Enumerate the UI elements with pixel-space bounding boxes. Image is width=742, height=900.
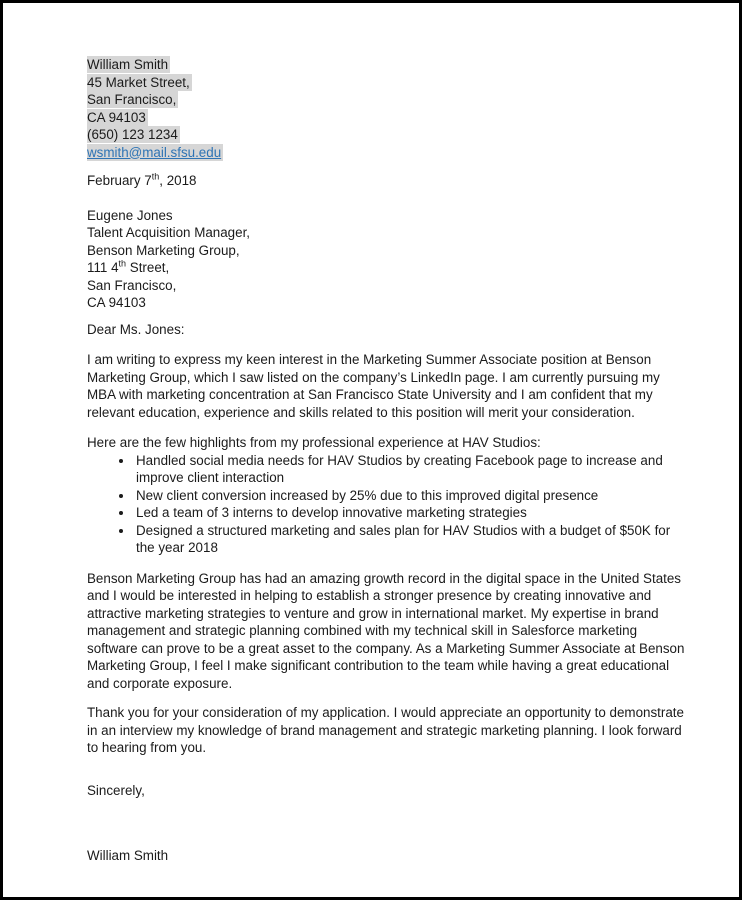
letter-content — [3, 3, 739, 865]
recipient-name: Eugene Jones — [87, 207, 173, 223]
recipient-city: San Francisco, — [87, 277, 177, 293]
sender-address-block — [87, 56, 691, 161]
recipient-street-ordinal: th — [118, 258, 127, 269]
recipient-street — [87, 259, 691, 277]
sender-line — [87, 56, 691, 74]
sender-line — [87, 74, 691, 92]
paragraph-thanks: Thank you for your consideration of my application. I would appreciate an opportunity to demonstrate in an interview my knowledge of brand management and strategic marketing planning. I look forward to hearing from you. — [87, 705, 684, 755]
recipient-street-number: 111 4 — [87, 260, 119, 275]
highlight-item: • Led a team of 3 interns to develop innovative marketing strategies — [134, 504, 691, 522]
sender-street: 45 Market Street, — [87, 74, 190, 90]
date-day: February 7 — [87, 173, 152, 188]
recipient-title: Talent Acquisition Manager, — [87, 225, 251, 240]
highlight-item: • New client conversion increased by 25% due to this improved digital presence — [134, 487, 691, 505]
paragraph-company-fit: Benson Marketing Group has had an amazing growth record in the digital space in the United States and I would be interested in helping to establish a stronger presence by creating innovative and attractive marketing strategies to venture and grow in international market. My expertise in brand management and strategic planning combined with my technical skill in Salesforce marketing software can prove to be a great asset to the company. As a Marketing Summer Associate at Benson Marketing Group, I feel I make significant contribution to the team while having a great educational and corporate exposure. — [87, 570, 685, 691]
valediction: Sincerely, — [87, 782, 145, 798]
date-ordinal-suffix: th — [151, 171, 160, 182]
salutation: Dear Ms. Jones: — [87, 321, 185, 337]
highlights-list — [134, 452, 691, 557]
letter-date — [87, 172, 691, 190]
highlights-section — [87, 434, 691, 557]
highlight-item: • Designed a structured marketing and sales plan for HAV Studios with a budget of $50K for the year 2018 — [134, 522, 691, 557]
recipient-company: Benson Marketing Group, — [87, 242, 240, 258]
sender-email-link[interactable]: wsmith@mail.sfsu.edu — [87, 144, 222, 160]
sender-line — [87, 126, 691, 144]
paragraph-intro: I am writing to express my keen interest in the Marketing Summer Associate position at Benson Marketing Group, which I saw listed on the company’s LinkedIn page. I am currently pursuing my MBA with marketing concentration at San Francisco State University and I am confident that my relevant education, experience and skills related to this position will merit your consideration. — [87, 352, 660, 420]
date-rest: , 2018 — [159, 173, 197, 188]
sender-line — [87, 109, 691, 127]
recipient-street-rest: Street, — [126, 260, 170, 275]
sender-phone: (650) 123 1234 — [87, 127, 178, 142]
sender-name: William Smith — [87, 57, 169, 72]
recipient-zip: CA 94103 — [87, 295, 146, 310]
sender-line — [87, 91, 691, 109]
sender-zip: CA 94103 — [87, 109, 146, 125]
sender-city: San Francisco, — [87, 92, 177, 107]
signature-name: William Smith — [87, 848, 169, 863]
highlights-intro: Here are the few highlights from my professional experience at HAV Studios: — [87, 435, 541, 450]
recipient-address-block — [87, 207, 691, 312]
sender-line — [87, 144, 691, 162]
highlight-item: • Handled social media needs for HAV Studios by creating Facebook page to increase and improve client interaction — [134, 452, 691, 487]
